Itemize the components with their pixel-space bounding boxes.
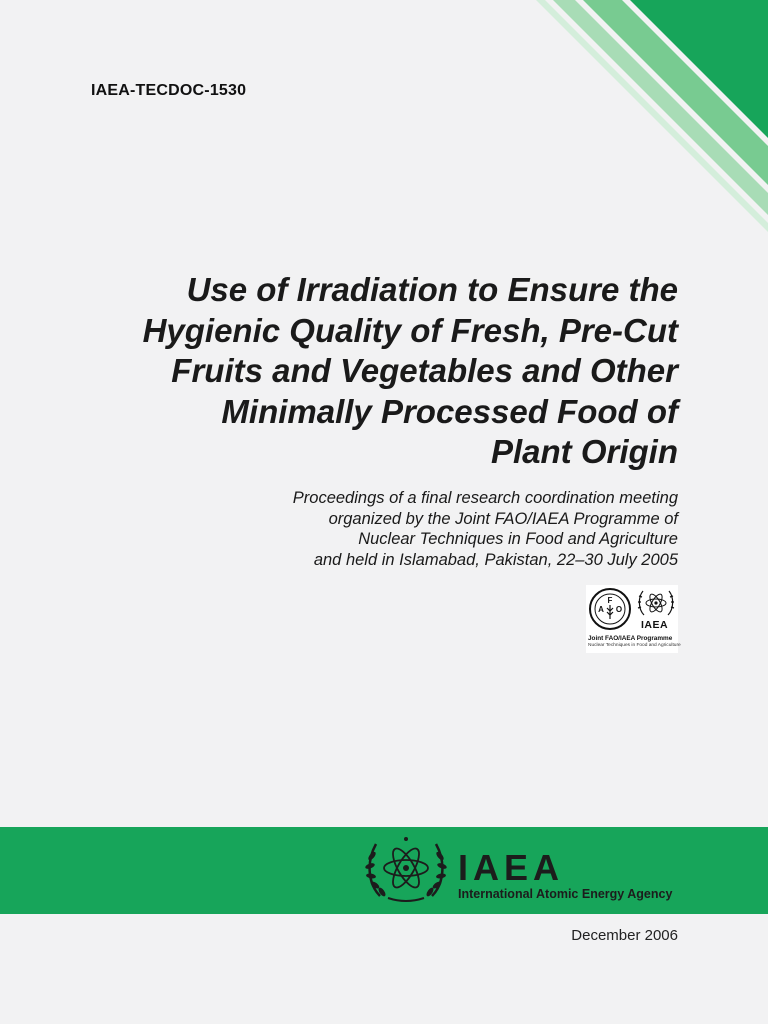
- subtitle-line: Nuclear Techniques in Food and Agriculture: [358, 530, 678, 548]
- title-line: Use of Irradiation to Ensure the: [186, 271, 678, 308]
- iaea-atom-icon: [636, 587, 676, 619]
- document-code: IAEA-TECDOC-1530: [91, 82, 247, 99]
- joint-fao-iaea-logo: [586, 585, 681, 653]
- svg-text:A: A: [598, 605, 604, 614]
- subtitle-line: and held in Islamabad, Pakistan, 22–30 July 2005: [313, 550, 678, 569]
- subtitle-line: organized by the Joint FAO/IAEA Programme of: [328, 509, 678, 528]
- title-line: Fruits and Vegetables and Other: [171, 352, 678, 389]
- corner-stripes-decoration: [0, 0, 768, 260]
- svg-text:F: F: [607, 596, 613, 605]
- svg-text:O: O: [615, 605, 623, 614]
- subtitle-line: Proceedings of a final research coordination meeting: [292, 489, 678, 507]
- joint-logo-iaea-label: IAEA: [641, 619, 669, 631]
- publication-date: December 2006: [571, 927, 678, 944]
- title-line: Minimally Processed Food of: [221, 392, 678, 430]
- fao-emblem-icon: [588, 587, 632, 631]
- iaea-emblem-icon: [364, 834, 448, 906]
- joint-logo-caption-sub: Nuclear Techniques in Food and Agriculture: [588, 643, 681, 648]
- title-line: Hygienic Quality of Fresh, Pre-Cut: [142, 311, 678, 349]
- joint-logo-caption: Joint FAO/IAEA Programme: [588, 635, 673, 642]
- document-subtitle: [78, 488, 678, 570]
- document-title: [38, 270, 678, 473]
- iaea-acronym: IAEA: [458, 847, 565, 888]
- iaea-full-name: International Atomic Energy Agency: [458, 887, 673, 901]
- title-line: Plant Origin: [490, 433, 678, 470]
